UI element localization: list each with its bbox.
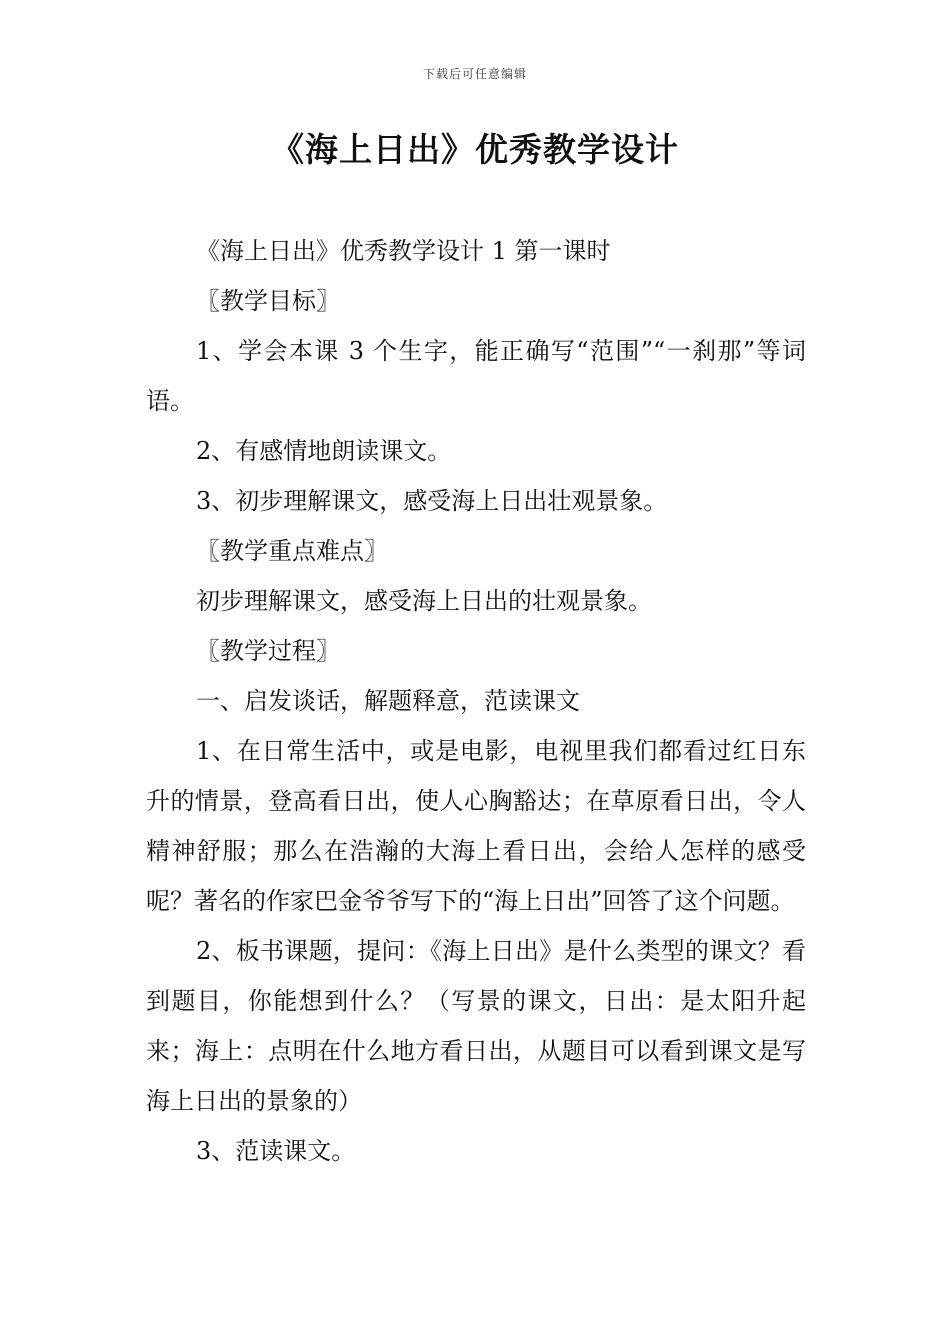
paragraph-section-process: 〖教学过程〗 <box>196 637 340 665</box>
paragraph-key-points: 初步理解课文，感受海上日出的壮观景象。 <box>196 587 652 615</box>
paragraph-section-key-points: 〖教学重点难点〗 <box>196 537 388 565</box>
document-body <box>146 226 806 1176</box>
paragraph-step-2: 2、板书课题，提问：《海上日出》是什么类型的课文？看到题目，你能想到什么？（写景的课文，日出：是太阳升起来；海上：点明在什么地方看日出，从题目可以看到课文是写海上日出的景象的） <box>146 937 806 1115</box>
paragraph-step-3: 3、范读课文。 <box>196 1137 356 1165</box>
paragraph-step-heading: 一、启发谈话，解题释意，范读课文 <box>196 687 580 715</box>
paragraph-goal-3: 3、初步理解课文，感受海上日出壮观景象。 <box>196 487 668 515</box>
paragraph-section-goals: 〖教学目标〗 <box>196 287 340 315</box>
document-title: 《海上日出》优秀教学设计 <box>271 130 679 169</box>
paragraph-subtitle: 《海上日出》优秀教学设计 1 第一课时 <box>196 237 611 265</box>
header-note: 下载后可任意编辑 <box>422 67 527 81</box>
paragraph-goal-2: 2、有感情地朗读课文。 <box>196 437 452 465</box>
paragraph-step-1: 1、在日常生活中，或是电影，电视里我们都看过红日东升的情景，登高看日出，使人心胸豁达；在草原看日出，令人精神舒服；那么在浩瀚的大海上看日出，会给人怎样的感受呢？著名的作家巴金爷爷写下的“海上日出”回答了这个问题。 <box>146 737 806 915</box>
paragraph-goal-1: 1、学会本课 3 个生字，能正确写“范围”“一刹那”等词语。 <box>146 337 806 415</box>
